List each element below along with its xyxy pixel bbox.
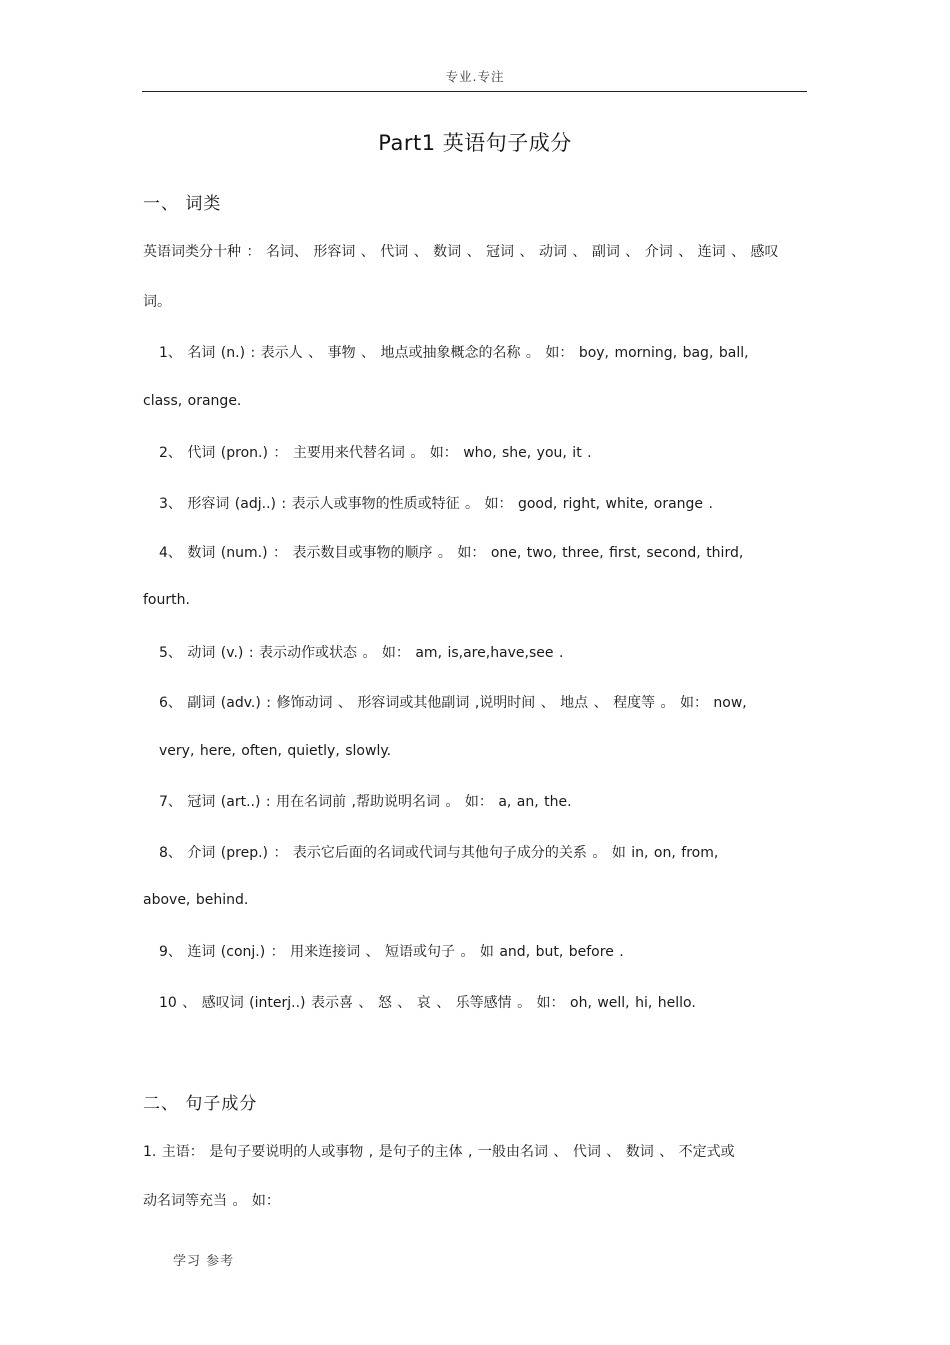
item-preposition-continued: above, behind. bbox=[143, 892, 249, 908]
item-article: 7、 冠词 (art..) : 用在名词前 ,帮助说明名词 。 如： a, an, the. bbox=[159, 794, 572, 810]
item-noun: 1、 名词 (n.) : 表示人 、 事物 、 地点或抽象概念的名称 。 如： boy, morning, bag, ball, bbox=[159, 345, 749, 361]
item-adjective: 3、 形容词 (adj..) : 表示人或事物的性质或特征 。 如： good, right, white, orange . bbox=[159, 496, 713, 512]
item-preposition: 8、 介词 (prep.) ： 表示它后面的名词或代词与其他句子成分的关系 。 如 in, on, from, bbox=[159, 845, 719, 861]
subject-line-2: 动名词等充当 。 如： bbox=[143, 1193, 280, 1209]
header-rule bbox=[142, 91, 807, 92]
intro-line-1: 英语词类分十种 ： 名词、 形容词 、 代词 、 数词 、 冠词 、 动词 、 副词 、 介词 、 连词 、 感叹 bbox=[143, 244, 779, 260]
subject-line-1: 1. 主语： 是句子要说明的人或事物 , 是句子的主体 , 一般由名词 、 代词 、 数词 、 不定式或 bbox=[143, 1144, 735, 1160]
item-conjunction: 9、 连词 (conj.) ： 用来连接词 、 短语或句子 。 如 and, but, before . bbox=[159, 944, 624, 960]
document-title: Part1 英语句子成分 bbox=[378, 131, 572, 155]
item-noun-continued: class, orange. bbox=[143, 393, 242, 409]
item-adverb: 6、 副词 (adv.) : 修饰动词 、 形容词或其他副词 ,说明时间 、 地点 、 程度等 。 如： now, bbox=[159, 695, 747, 711]
section-heading-word-classes: 一、 词类 bbox=[143, 194, 222, 214]
section-heading-sentence-elements: 二、 句子成分 bbox=[143, 1094, 258, 1114]
page-header: 专业.专注 bbox=[445, 69, 505, 84]
item-verb: 5、 动词 (v.) : 表示动作或状态 。 如： am, is,are,have,see . bbox=[159, 645, 564, 661]
item-interjection: 10 、 感叹词 (interj..) 表示喜 、 怒 、 哀 、 乐等感情 。 如： oh, well, hi, hello. bbox=[159, 995, 696, 1011]
item-numeral: 4、 数词 (num.) ： 表示数目或事物的顺序 。 如： one, two, three, first, second, third, bbox=[159, 545, 744, 561]
intro-line-2: 词。 bbox=[143, 294, 171, 310]
item-adverb-continued: very, here, often, quietly, slowly. bbox=[159, 743, 392, 759]
page-footer: 学习 参考 bbox=[173, 1254, 235, 1269]
item-pronoun: 2、 代词 (pron.) ： 主要用来代替名词 。 如： who, she, you, it . bbox=[159, 445, 592, 461]
item-numeral-continued: fourth. bbox=[143, 592, 190, 608]
